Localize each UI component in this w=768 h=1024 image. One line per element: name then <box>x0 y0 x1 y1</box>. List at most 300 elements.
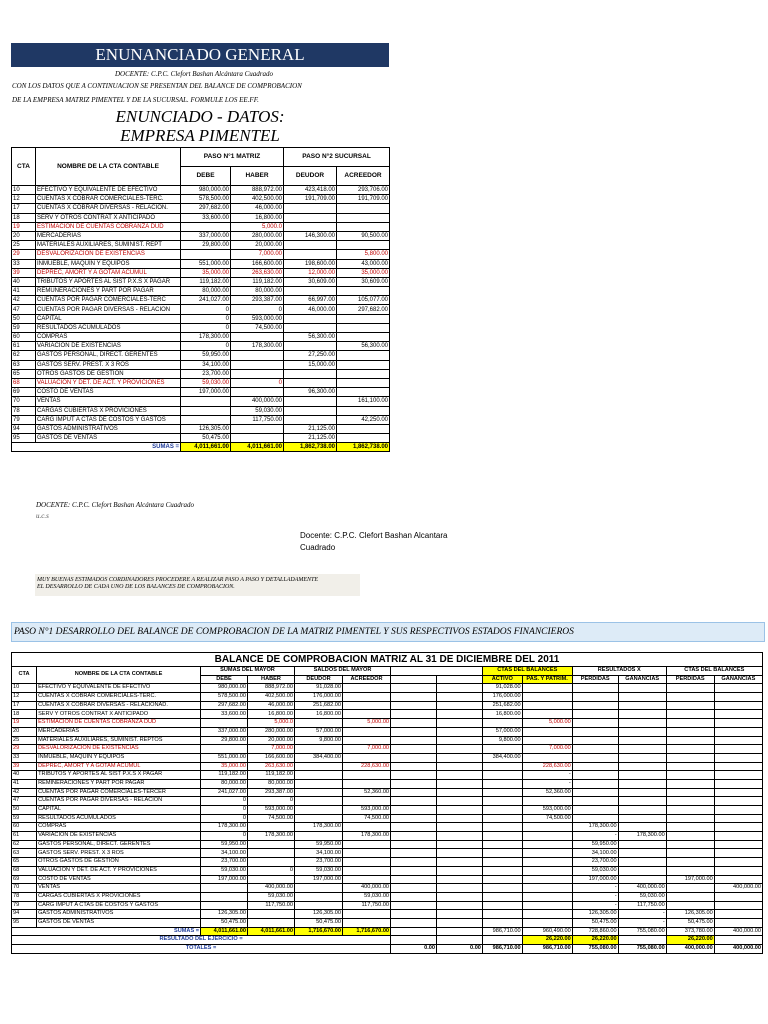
row-haber: 400,000.00 <box>231 397 284 406</box>
row-name: GASTOS ADMINISTRATIVOS <box>36 424 181 433</box>
row-debe: 33,600.00 <box>181 213 231 222</box>
row-acreedor <box>337 333 390 342</box>
row-value <box>522 710 572 719</box>
row-value <box>343 779 391 788</box>
row-value <box>666 840 714 849</box>
table-row <box>12 287 390 296</box>
row-value <box>482 858 522 867</box>
row-cta: 59 <box>12 323 36 332</box>
row-value: 241,027.00 <box>201 788 248 797</box>
row-deudor: 146,300.00 <box>284 231 337 240</box>
row-name: CARG IMPUT A CTAS DE COSTOS Y GASTOS <box>37 901 201 910</box>
row-cta: 95 <box>12 918 37 927</box>
row-value <box>343 736 391 745</box>
col2-resultados: RESULTADOS X <box>572 667 666 676</box>
row-value <box>714 918 762 927</box>
row-value <box>343 693 391 702</box>
row-value <box>572 771 618 780</box>
row-value: 34,100.00 <box>201 849 248 858</box>
row-cta: 68 <box>12 866 37 875</box>
row-value <box>618 701 666 710</box>
col2-ctas-balances-2: CTAS DEL BALANCES <box>666 667 762 676</box>
sub-perdidas-2: PERDIDAS <box>666 675 714 684</box>
row-value <box>201 884 248 893</box>
row-value <box>343 858 391 867</box>
row-value <box>343 797 391 806</box>
row-value: 337,000.00 <box>201 727 248 736</box>
row-value <box>666 719 714 728</box>
col-cta: CTA <box>12 148 36 186</box>
balance-table <box>11 652 763 954</box>
row-value <box>436 884 482 893</box>
row-value <box>201 892 248 901</box>
row-value <box>436 736 482 745</box>
sub-ganancias-2: GANANCIAS <box>714 675 762 684</box>
row-value <box>436 806 482 815</box>
row-value <box>343 771 391 780</box>
table-row <box>12 875 763 884</box>
row-cta: 62 <box>12 351 36 360</box>
row-name: COMPRAS <box>36 333 181 342</box>
row-value <box>294 884 342 893</box>
row-name: COSTO DE VENTAS <box>37 875 201 884</box>
row-value <box>436 814 482 823</box>
row-value <box>294 814 342 823</box>
row-acreedor <box>337 213 390 222</box>
row-value <box>666 849 714 858</box>
row-value: 178,300.00 <box>572 823 618 832</box>
row-value <box>343 849 391 858</box>
row-deudor <box>284 222 337 231</box>
row-value <box>714 858 762 867</box>
row-haber <box>231 333 284 342</box>
row-acreedor: 90,500.00 <box>337 231 390 240</box>
row-haber: 178,300.00 <box>231 342 284 351</box>
row-value <box>436 866 482 875</box>
row-value <box>666 684 714 693</box>
sumas-value: 728,860.00 <box>572 927 618 936</box>
row-value <box>572 693 618 702</box>
row-deudor: 96,300.00 <box>284 388 337 397</box>
row-debe: 241,027.00 <box>181 296 231 305</box>
row-value: 74,500.00 <box>248 814 295 823</box>
row-name: REMUNERACIONES Y PART POR PAGAR <box>36 287 181 296</box>
row-acreedor <box>337 378 390 387</box>
row-name: DESVALORIZACION DE EXISTENCIAS <box>36 250 181 259</box>
totales-value: 986,710.00 <box>482 945 522 954</box>
table-row <box>12 727 763 736</box>
row-value <box>714 762 762 771</box>
row-cta: 50 <box>12 314 36 323</box>
row-value <box>522 684 572 693</box>
row-deudor <box>284 342 337 351</box>
sumas-value <box>391 927 437 936</box>
row-value <box>572 762 618 771</box>
table-row <box>12 866 763 875</box>
row-value <box>482 797 522 806</box>
row-cta: 25 <box>12 736 37 745</box>
row-deudor: 21,125.00 <box>284 434 337 443</box>
resultado-pas: 26,220.00 <box>522 936 572 945</box>
row-value <box>522 797 572 806</box>
row-cta: 63 <box>12 849 37 858</box>
row-name: CUENTAS X COBRAR COMERCIALES-TERC. <box>36 195 181 204</box>
row-value: 50,475.00 <box>572 918 618 927</box>
resultado-blank <box>391 936 437 945</box>
table-row <box>12 910 763 919</box>
row-value: 5,000.0 <box>248 719 295 728</box>
row-value <box>522 693 572 702</box>
row-cta: 62 <box>12 840 37 849</box>
row-name: COMPRAS <box>37 823 201 832</box>
sumas-row <box>12 443 390 452</box>
row-value <box>391 779 437 788</box>
row-value <box>391 762 437 771</box>
row-value: 16,800.00 <box>294 710 342 719</box>
row-debe: 0 <box>181 305 231 314</box>
sumas-value: 4,011,661.00 <box>248 927 295 936</box>
row-value: - <box>572 901 618 910</box>
row-value <box>666 701 714 710</box>
row-value: 34,100.00 <box>572 849 618 858</box>
row-value <box>714 875 762 884</box>
row-value: 197,000.00 <box>294 875 342 884</box>
row-deudor: 27,250.00 <box>284 351 337 360</box>
row-name: DESVALORIZACION DE EXISTENCIAS <box>37 745 201 754</box>
row-value <box>436 840 482 849</box>
table-row <box>12 241 390 250</box>
row-name: SERV Y OTROS CONTRAT X ANTICIPADO <box>36 213 181 222</box>
sub-deudor: DEUDOR <box>294 675 342 684</box>
row-debe: 35,000.00 <box>181 268 231 277</box>
row-haber: 74,500.00 <box>231 323 284 332</box>
row-cta: 40 <box>12 277 36 286</box>
col2-blank <box>391 667 483 676</box>
row-value: 197,000.00 <box>666 875 714 884</box>
row-cta: 20 <box>12 727 37 736</box>
row-name: CARG IMPUT A CTAS DE COSTOS Y GASTOS <box>36 415 181 424</box>
row-value <box>294 892 342 901</box>
row-value: 178,300.00 <box>248 832 295 841</box>
row-value <box>618 866 666 875</box>
row-value <box>714 806 762 815</box>
row-value <box>482 745 522 754</box>
row-haber: 5,000.0 <box>231 222 284 231</box>
row-value <box>714 693 762 702</box>
row-value <box>391 884 437 893</box>
row-debe: 197,000.00 <box>181 388 231 397</box>
row-value <box>391 727 437 736</box>
row-value <box>391 840 437 849</box>
note-line-2: EL DESARROLLO DE CADA UNO DE LOS BALANCES DE COMPROBACION. <box>37 584 235 590</box>
row-value <box>436 901 482 910</box>
row-value: - <box>572 884 618 893</box>
row-value <box>436 823 482 832</box>
row-value <box>436 745 482 754</box>
row-value: 80,000.00 <box>248 779 295 788</box>
row-value <box>714 797 762 806</box>
row-acreedor <box>337 406 390 415</box>
footer-sub: u.c.s <box>36 512 49 520</box>
row-value <box>572 745 618 754</box>
row-value <box>391 736 437 745</box>
row-value: 59,950.00 <box>572 840 618 849</box>
row-value <box>248 849 295 858</box>
row-value <box>618 814 666 823</box>
row-acreedor: 35,000.00 <box>337 268 390 277</box>
row-debe <box>181 397 231 406</box>
table-row <box>12 892 763 901</box>
row-value: 0 <box>201 806 248 815</box>
row-value <box>201 719 248 728</box>
row-value: 263,630.00 <box>248 762 295 771</box>
col-paso1: PASO N°1 MATRIZ <box>181 148 284 167</box>
row-value <box>391 866 437 875</box>
row-value <box>666 745 714 754</box>
row-value: 0 <box>201 814 248 823</box>
row-name: TRIBUTOS Y APORTES AL SIST P.X.S X PAGAR <box>36 277 181 286</box>
row-acreedor: 191,709.00 <box>337 195 390 204</box>
col2-saldos-mayor: SALDOS DEL MAYOR <box>294 667 390 676</box>
table-row <box>12 797 763 806</box>
table-row <box>12 753 763 762</box>
row-value: 0 <box>248 866 295 875</box>
row-value <box>436 849 482 858</box>
row-acreedor: 293,706.00 <box>337 186 390 195</box>
row-value <box>201 901 248 910</box>
row-name: GASTOS PERSONAL, DIRECT. GERENTES <box>37 840 201 849</box>
table-row <box>12 268 390 277</box>
table-row <box>12 415 390 424</box>
row-value <box>618 779 666 788</box>
row-value <box>618 710 666 719</box>
row-cta: 69 <box>12 388 36 397</box>
totales-value: 986,710.00 <box>522 945 572 954</box>
row-value <box>482 918 522 927</box>
row-value <box>482 771 522 780</box>
row-debe <box>181 250 231 259</box>
resultado-blank <box>436 936 482 945</box>
resultado-row <box>12 936 763 945</box>
row-value: 178,300.00 <box>618 832 666 841</box>
balance-title: BALANCE DE COMPROBACION MATRIZ AL 31 DE DICIEMBRE DEL 2011 <box>12 653 763 667</box>
row-debe <box>181 415 231 424</box>
row-value: 74,500.00 <box>522 814 572 823</box>
row-value: 280,000.00 <box>248 727 295 736</box>
table-row <box>12 736 763 745</box>
row-deudor <box>284 378 337 387</box>
sumas-acreedor: 1,862,738.00 <box>337 443 390 452</box>
col2-cta: CTA <box>12 667 37 684</box>
row-value: 126,305.00 <box>294 910 342 919</box>
row-value <box>482 866 522 875</box>
sumas-haber: 4,011,661.00 <box>231 443 284 452</box>
row-cta: 94 <box>12 424 36 433</box>
row-debe: 297,682.00 <box>181 204 231 213</box>
row-value <box>436 727 482 736</box>
table-row <box>12 823 763 832</box>
row-value <box>522 910 572 919</box>
col-haber: HABER <box>231 167 284 186</box>
row-value: 197,000.00 <box>572 875 618 884</box>
row-deudor <box>284 369 337 378</box>
row-value <box>666 771 714 780</box>
resultado-blank <box>482 936 522 945</box>
row-value: 91,028.00 <box>482 684 522 693</box>
row-value <box>343 910 391 919</box>
row-value: 166,600.00 <box>248 753 295 762</box>
row-value: - <box>618 918 666 927</box>
row-value: 16,800.00 <box>248 710 295 719</box>
row-value <box>522 892 572 901</box>
totales-label: TOTALES = <box>12 945 391 954</box>
row-cta: 65 <box>12 858 37 867</box>
row-cta: 39 <box>12 762 37 771</box>
row-value <box>391 745 437 754</box>
row-cta: 12 <box>12 195 36 204</box>
sub-activo: ACTIVO <box>482 675 522 684</box>
row-value <box>714 684 762 693</box>
row-name: RESULTADOS ACUMULADOS <box>36 323 181 332</box>
row-value <box>482 901 522 910</box>
row-value <box>482 806 522 815</box>
row-value <box>482 823 522 832</box>
table-row <box>12 745 763 754</box>
row-name: VALUACION Y DET. DE ACT. Y PROVICIONES <box>37 866 201 875</box>
row-value: - <box>522 779 572 788</box>
row-debe: 551,000.00 <box>181 259 231 268</box>
table-row <box>12 195 390 204</box>
row-name: INMUEBLE, MAQUIN Y EQUIPOS <box>36 259 181 268</box>
row-value <box>714 771 762 780</box>
row-value <box>436 771 482 780</box>
sumas-value: 755,080.00 <box>618 927 666 936</box>
table-row <box>12 884 763 893</box>
row-value <box>482 910 522 919</box>
row-name: OTROS GASTOS DE GESTION <box>37 858 201 867</box>
row-value <box>482 719 522 728</box>
row-haber: 7,000.00 <box>231 250 284 259</box>
row-value <box>343 918 391 927</box>
row-name: GASTOS DE VENTAS <box>37 918 201 927</box>
row-haber: 593,000.00 <box>231 314 284 323</box>
row-value <box>294 832 342 841</box>
row-value <box>572 779 618 788</box>
row-value <box>294 779 342 788</box>
row-value <box>343 727 391 736</box>
row-value <box>618 736 666 745</box>
table-row <box>12 314 390 323</box>
row-value <box>666 884 714 893</box>
row-cta: 19 <box>12 719 37 728</box>
table-row <box>12 186 390 195</box>
row-value: 593,000.00 <box>343 806 391 815</box>
row-debe: 578,500.00 <box>181 195 231 204</box>
row-value: 251,682.00 <box>294 701 342 710</box>
row-cta: 68 <box>12 378 36 387</box>
row-value: 400,000.00 <box>714 884 762 893</box>
row-value <box>522 840 572 849</box>
row-haber: 0 <box>231 378 284 387</box>
table-row <box>12 424 390 433</box>
row-name: CUENTAS POR PAGAR DIVERSAS - RELACION <box>37 797 201 806</box>
row-value <box>714 910 762 919</box>
row-value <box>482 875 522 884</box>
sumas-row <box>12 927 763 936</box>
paso-title: PASO N°1 DESARROLLO DEL BALANCE DE COMPROBACION DE LA MATRIZ PIMENTEL Y SUS RESPECTIVOS ESTADOS FINANCIEROS <box>14 627 574 637</box>
row-debe: 34,100.00 <box>181 360 231 369</box>
row-cta: 59 <box>12 814 37 823</box>
row-cta: 33 <box>12 753 37 762</box>
row-debe: 980,000.00 <box>181 186 231 195</box>
row-haber <box>231 424 284 433</box>
row-haber <box>231 360 284 369</box>
row-name: SERV Y OTROS CONTRAT X ANTICIPADO <box>37 710 201 719</box>
row-value: 176,000.00 <box>482 693 522 702</box>
row-haber: 402,500.00 <box>231 195 284 204</box>
row-value <box>482 779 522 788</box>
row-haber: 119,182.00 <box>231 277 284 286</box>
row-value <box>618 762 666 771</box>
row-value: 29,800.00 <box>201 736 248 745</box>
row-value <box>572 719 618 728</box>
row-name: TRIBUTOS Y APORTES AL SIST P.X.S X PAGAR <box>37 771 201 780</box>
row-value <box>391 910 437 919</box>
row-value: 57,000.00 <box>294 727 342 736</box>
row-value <box>482 849 522 858</box>
row-value <box>666 736 714 745</box>
table-row <box>12 693 763 702</box>
row-cta: 29 <box>12 745 37 754</box>
row-value: 578,500.00 <box>201 693 248 702</box>
row-value <box>436 762 482 771</box>
table-row <box>12 305 390 314</box>
table-row <box>12 806 763 815</box>
table-row <box>12 771 763 780</box>
row-value: 178,300.00 <box>343 832 391 841</box>
row-debe: 126,305.00 <box>181 424 231 433</box>
row-acreedor <box>337 222 390 231</box>
row-name: EFECTIVO Y EQUIVALENTE DE EFECTIVO <box>37 684 201 693</box>
table-row <box>12 213 390 222</box>
row-cta: 12 <box>12 693 37 702</box>
row-value <box>618 719 666 728</box>
row-value <box>618 840 666 849</box>
row-debe <box>181 222 231 231</box>
row-cta: 63 <box>12 360 36 369</box>
row-value <box>714 736 762 745</box>
row-name: GASTOS SERV. PREST. X 3 ROS <box>37 849 201 858</box>
row-value <box>391 858 437 867</box>
row-value <box>391 684 437 693</box>
row-cta: 61 <box>12 832 37 841</box>
row-haber: 80,000.00 <box>231 287 284 296</box>
row-value: 384,400.00 <box>294 753 342 762</box>
row-value <box>391 693 437 702</box>
table-row <box>12 323 390 332</box>
row-value <box>618 806 666 815</box>
row-haber: 888,972.00 <box>231 186 284 195</box>
row-acreedor <box>337 204 390 213</box>
row-value <box>343 875 391 884</box>
row-deudor: 423,418.00 <box>284 186 337 195</box>
row-value <box>572 797 618 806</box>
sub-ganancias: GANANCIAS <box>618 675 666 684</box>
row-haber: 46,000.00 <box>231 204 284 213</box>
row-value: 80,000.00 <box>201 779 248 788</box>
row-value <box>436 875 482 884</box>
row-name: MATERIALES AUXILIARES, SUMINIST. REPT <box>36 241 181 250</box>
